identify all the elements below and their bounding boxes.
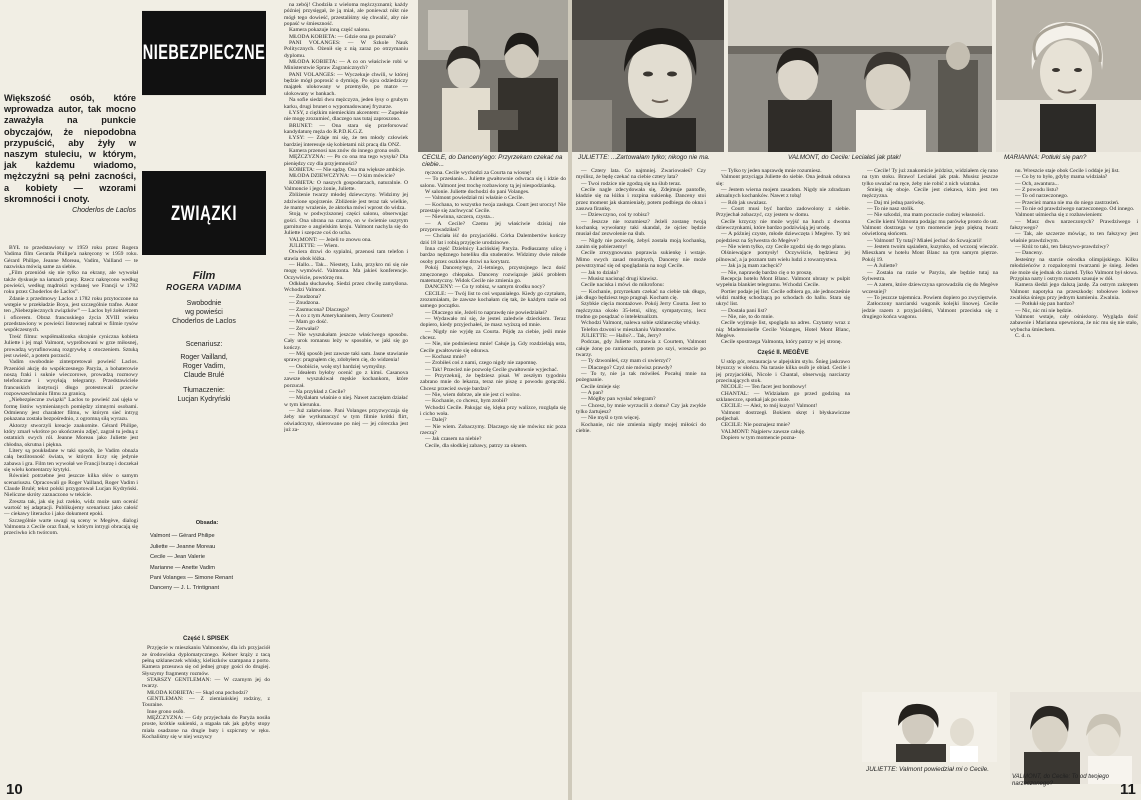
cast-row: Danceny — J. L. Trintignant — [150, 585, 220, 592]
cast-row: Valmont — Gérard Philipe — [150, 533, 215, 540]
caption-photo-1: CECILE, do Danceny'ego: Przyrzekam czekać na ciebie... — [422, 154, 563, 169]
page-number-right: 11 — [1120, 781, 1136, 798]
paragraph: — Nie wiem. Zobaczymy. Dlaczego się nie mówisz nic poza rzeczą? — [420, 423, 566, 437]
paragraph: — Znudzona? — [289, 293, 321, 300]
paragraph: MĘŻCZYZNA: — Po co ona ma tego wysyła? Dla pieniędzy czy dla przyjemności? — [284, 154, 408, 167]
paragraph: Olśniewające pomysły! Oczywiście, będziesz jej pilnować, a ja poznam tam wielu ludzi z towarzystwa. — [716, 250, 850, 263]
paragraph: — Przecież mama nie ma do niego zastrzeżeń. — [1015, 199, 1120, 206]
paragraph: — Przyrzeknij, że będziesz pisał. W zeszłym tygodniu zabrano mnie do lekarza, teraz nie piszę z powodu gorączki. Chcesz przecież swoje bardzo? — [420, 373, 566, 392]
paragraph: — A zatem, które dziewczyna sprowadziła cię do Megève wczesniej? — [862, 282, 998, 295]
paragraph: CECILE: — Twój list to coś wspaniałego. Kiedy go czytałam, zrozumiałam, że zawsze kochałam cię tak, że każdym razie od samego początku. — [420, 290, 566, 310]
paragraph: ręczona. Cecile wychodzi za Courta na wiosnę! — [425, 170, 532, 176]
article-column-1 — [4, 245, 138, 793]
credits-translation: Lucjan Kydryński — [177, 396, 231, 403]
paragraph: — Twoi rodzice nie zgodzą się na ślub teraz. — [581, 180, 682, 187]
paragraph: — Dlaczego? Czyż nie mówisz prawdy? — [581, 364, 673, 371]
paragraph: Vadim swobodnie zinterpretował powieść Laclos. Przeniósł akcję do współczesnego Paryża, a bohaterowie noszą fraki i suknie wieczorowe, prowadzą rozmowy telefoniczne i wysyłają telegramy. Przedstawiciele francuskich instytucji długo protestowali przeciw rozpowszechnianiu filmu za granicą. — [4, 359, 138, 397]
paragraph: — Nie, wiem dobrze, ale nie jest ci wolno. — [425, 392, 521, 399]
paragraph: Valmont przyciąga Juliette do siebie. Ona jednak odsuwa się: — [716, 174, 850, 187]
paragraph: — Kochana, to wszystko twoja zasługa. Court jest uroczy! Nie przestaje się zachwycać Cecile. — [420, 201, 566, 215]
article-column-9 — [1010, 168, 1138, 690]
photo-marianna — [996, 0, 1141, 152]
credits-line-2: wg powieści — [185, 309, 223, 316]
left-page — [0, 0, 568, 800]
paragraph: — To ty, nie ja tak mówiłeś. Pocałuj mnie na pożegnanie. — [576, 371, 706, 384]
title-line-1: NIEBEZPIECZNE — [142, 41, 266, 65]
paragraph: Również potrzebne jest jeszcze kilka słów o samym scenariuszu. Opracowali go Roger Vailland, Roger Vadim i Claude Brulé; tekst polski przygotował Lucjan Kydryński. Nieliczne skróty zaznaczono w tekście. — [4, 473, 138, 499]
paragraph: BRUNET: — Ona stara się przeforsować kandydaturę męża do R.P.D.K.G.Z. — [284, 122, 408, 135]
paragraph: — A później czyste, młode dziewczęta i Megève. Ty też pojedziesz na Sylwestra do Megève? — [716, 231, 850, 244]
cast-row: Marianne — Anette Vadim — [150, 564, 215, 571]
paragraph: — Mam go dość. — [289, 319, 328, 326]
intro-quote-author: Choderlos de Laclos — [72, 207, 136, 215]
paragraph: Cecile śmieje się: — [581, 383, 621, 390]
paragraph: Stoją w podwyższonej części salonu, obserwując gości. Ona ubrana na czarno, on w świetnie uszytym garniturze o angielskim kroju. Valmont nachyla się do Juliette i szepcze coś do ucha. — [284, 211, 408, 237]
paragraph: Aktorzy stworzyli kreacje znakomite. Gérard Philipe, który zmarł wkrótce po ukończeniu zdjęć, zagrał tu jedną z ostatnich swych ról. Jeanne Moreau jako Juliette jest chłodna, okrutna i piękna. — [4, 422, 138, 448]
title-box-bottom — [142, 171, 266, 255]
paragraph: C. d. n. — [1015, 332, 1032, 339]
article-column-8 — [862, 168, 998, 690]
paragraph: „Niebezpieczne związki” Laclos to powieść zaś ujęła w formę listów wymienianych pomiędzy zimnymi osobami. Odmienny jest charakter filmu, w którym sieć intryg pokazana została bezpośrednio, z ogromną siłą wyrazu. — [4, 397, 138, 423]
paragraph: Kamera pokazuje inną część salonu. — [289, 27, 371, 34]
paragraph: Portier podaje jej list. Cecile odbiera go, ale jednocześnie widzi maltkę schodzącą po schodach do hallu. Stara się ukryć list. — [716, 288, 850, 308]
paragraph: Cecile nagle zdecydowała się, Zdejmuje pantofle, kładzie się na łóżku i rozpina sukienkę. Danceny stoi przez moment jak skamieniały, potem podbiega do okna i zasuwa firankę. — [576, 187, 706, 213]
paragraph: MŁODA KOBIETA: — Gdzie ona go poznała? — [289, 33, 396, 40]
cast-heading: Obsada: — [195, 520, 219, 526]
credits-line-1: Swobodnie — [186, 300, 222, 307]
right-page — [572, 0, 1141, 800]
paragraph: — To jeszcze tajemnica. Powiem dopiero po zwycięstwie. — [867, 294, 998, 301]
paragraph: — Co by to było, gdyby mama widziała? — [1015, 174, 1108, 181]
paragraph: — Któż to taki, ten fałszywo-prawdziwy? — [1015, 244, 1109, 251]
intro-quote — [4, 93, 136, 216]
paragraph: — Nie myśl o tym więcej. — [581, 415, 641, 422]
paragraph: Pokój Danceny'ego, 21-letniego, przystojnego lecz dość zmęczonego chłopaka. Danceny rozwiązuje jakiś problem matematyczny. Widok Cecile nie zmienia go. — [420, 265, 566, 284]
paragraph: Kamera przenosi nas znów do innego grona osób. — [289, 147, 401, 154]
paragraph: — To od narzeczonego. — [1015, 193, 1069, 200]
paragraph: Cecile naciska i mówi do mikrofonu: — [581, 282, 665, 289]
paragraph: — Ideałem byłoby ocenić go z kimś. Casanova zawsze wyszukiwał męskie kochankom, które porzucał. — [284, 369, 408, 389]
cast-row: Juliette — Jeanne Moreau — [150, 543, 216, 550]
paragraph: NICOLE: — Ten facet jest bombowy! — [721, 384, 807, 391]
photo-juliette-2 — [862, 692, 997, 762]
paragraph: Zdanie z przedmowy Laclos z 1782 roku przytoczone na wstępie w przekładzie Boya, jest szczególnie trafne. Autor ten „Niebezpiecznych związków” — Laclos był żołnierzem i oficerem. Obraz francuskiego życia XVIII wieku przedstawiony w powieści listownej nabrał w filmie rysów współczesnych. — [4, 295, 138, 334]
paragraph: STARSZY GENTLEMAN: — W czarnym jej do twarzy. — [142, 677, 270, 690]
paragraph: KOBIETA: — Nie sądzę. Ona ma większe ambicje. — [289, 166, 406, 173]
paragraph: Valmont uśmiecha się z rozbawieniem: — [1015, 212, 1103, 219]
paragraph: — Dostała pani list? — [721, 307, 767, 314]
paragraph: — Osobiście, wolę styl bardziej wymyślny. — [289, 363, 387, 370]
paragraph: — Ty dzwoniłeś, czy mam ci uwierzyć? — [581, 358, 671, 365]
section-1-column — [142, 632, 270, 797]
caption-photo-6: VALMONT, do Cecile: To od twojego narzeczonego? — [1012, 774, 1109, 787]
paragraph: — Nie szkodzi, ma mam poczucie cudzej własności. — [867, 212, 985, 219]
paragraph: — Valmont! Ty tutaj? Miałeś jechać do Szwajcarii! — [867, 237, 982, 244]
paragraph: nu. Wreszcie staje obok Cecile i oddaje jej list. — [1015, 168, 1120, 174]
article-column-4 — [420, 170, 566, 795]
paragraph: Przyjęcie w mieszkaniu Valmontów, dla ich przyjaciół ze środowiska dyplomatycznego. Kelner krąży z tacą pełną szklaneczek whisky, kieliszków szampana z porto. Kamera przesuwa się od jednej grupy gości do drugiej. Słyszymy fragmenty rozmów. — [142, 645, 270, 677]
paragraph: — Wydawało mi się, że jesteś zaledwie dzieckiem. Teraz dopiero, kiedy przyjechałeś, że masz wyższą od mnie. — [420, 315, 566, 329]
credits-film: Film — [192, 270, 216, 282]
credits-script-heading: Scenariusz: — [185, 341, 223, 348]
paragraph: — Znudzona. — [289, 300, 320, 307]
paragraph: MĘŻCZYZNA: — Gdy przyjechała do Paryża nosiła proste, krótkie sukienki, a stąpała tak jak gdyby stopy miała osadzone na drugie buty i szpicruty w ręku. Kochaliśmy się w niej wszyscy — [142, 715, 270, 741]
paragraph: CECILE: — Ależ, to mój kuzyn! Valmont! — [721, 403, 818, 410]
paragraph: GENTLEMAN: — Z ziemiańskiej rodziny, z Touraine. — [142, 696, 270, 709]
caption-photo-4: MARIANNA: Potłuki się pan? — [1004, 154, 1087, 161]
paragraph: — Chciała iść do przyjaciółki. Córka Dalembertów kończy dziś 18 lat i robią przyjęcie urodzinowe. — [420, 233, 566, 246]
caption-photo-5: JULIETTE: Valmont powiedział mi o Cecile. — [866, 766, 990, 773]
paragraph: Valmont dostrzegł. Bokiem skręt i błyskawiczne podjechał. — [716, 409, 850, 423]
paragraph: Cecile krzyczy nie może wyjść na lunch z dwoma dziewczynkami, które bardzo podziwiają jej urodę. — [716, 218, 850, 232]
paragraph: — Musisz nacisnąć drugi klawisz. — [581, 275, 658, 282]
title-box-top — [142, 11, 266, 95]
paragraph: — Zrobiłeś coś z nami, czego nigdy nie zapomnę. — [425, 360, 538, 367]
paragraph: Śmieją się oboje. Cecile jest ciekawa, kim jest ten mężczyzna. — [862, 187, 998, 200]
paragraph: — Masz dwu narzeczonych? Prawdziwego i fałszywego? — [1010, 218, 1138, 232]
paragraph: — Nie wyszukałam jeszcze właściwego sposobu. Cały urok romansu leży w sposobie, w jaki się go kończy. — [284, 331, 408, 351]
paragraph: — A Juliette? — [867, 263, 898, 270]
section-heading: Część I. SPISEK — [182, 636, 230, 642]
paragraph: CECILE: Nie poznajesz mnie? — [721, 422, 791, 429]
paragraph: — Została na razie w Paryżu, ale będzie tutaj na Sylwestra. — [862, 269, 998, 282]
paragraph: — Rób jak uważasz. — [721, 199, 768, 206]
cast-list — [150, 518, 264, 594]
paragraph: „Film przeniósł się nie tylko na ekrany, ale wywołał także dyskusje na łamach prasy. Rzecz nakręcono według powieści, według mądrości wydanej we Francji w 1782 roku przez Choderlos de Laclos”. — [4, 270, 138, 296]
paragraph: — Potłukł się pan bardzo? — [1015, 301, 1075, 308]
paragraph: — Na przykład z Cecile? — [289, 388, 346, 395]
paragraph: VALMONT: Najpierw zawsze całuję. — [721, 428, 806, 435]
article-column-3 — [284, 2, 408, 795]
paragraph: — Mógłby pan wysłać telegram? — [581, 396, 656, 403]
paragraph: Kochanie, nic nie zmienia nigdy mojej miłości do ciebie. — [576, 421, 706, 435]
photo-valmont-cecile-2 — [1010, 692, 1141, 784]
paragraph: na zebój! Chodziła z wieloma mężczyznami; każdy później przysięgał, że ją miał, ale ponieważ nikt nie mógł tego dowieść, przestaliśmy się chwalić, aby nie popaść w śmieszność. — [284, 2, 408, 28]
paragraph: Otwiera drzwi do sypialni, przenosi tam telefon i stawia obok łóżka. — [284, 249, 408, 262]
paragraph: Odkłada słuchawkę. Siedzi przez chwilę zamyślona. Wchodzi Valmont. — [284, 281, 408, 294]
paragraph: Cecile zrezygnowana poprawia sukienkę i wstaje. Mimo swych zasad moralnych, Danceny nie może powstrzymać się od spoglądania na nogi Cecile. — [576, 250, 706, 270]
paragraph: — Jeszcze nie rozumiesz? Jeżeli zostanę twoją kochanką wywołamy taki skandal, że ojciec będzie musiał dać zezwolenie na ślub. — [576, 218, 706, 238]
paragraph: Cecile kiemi Valmonta podając mu parówkę prosto do ust. Valmont dostrzega w tym momencie jego piękną twarz oświetloną słońcem. — [862, 218, 998, 238]
credits-translation-heading: Tłumaczenie: — [183, 387, 225, 394]
paragraph: CHANTAL: — Widziałam go przed godziną na szklaneczce, spotkał jak po stole. — [716, 390, 850, 404]
paragraph: Dopiero w tym momencie pozna- — [721, 435, 797, 442]
paragraph: — Tak! Przecież nie pozwolę Cecile gwałtownie wyjechać. — [425, 366, 559, 373]
paragraph: — Jak czasem na niebie? — [425, 436, 482, 443]
paragraph: — Kochanie, co chcesz, bym zrobił? — [425, 398, 508, 405]
paragraph: — Nigdy nie wyjdę za Courta. Pójdę za ciebie, jeśli mnie chcesz. — [420, 328, 566, 341]
paragraph: VALMONT: — Jeżeli to znowu ona. — [289, 236, 372, 243]
paragraph: Szczególnie warte uwagi są sceny w Megève, dialogi Valmonta z Cecile oraz finał, w którym intrygi obracają się przeciwko ich twórcom. — [4, 517, 138, 537]
paragraph: — Daj mi jedną parówkę. — [867, 199, 925, 206]
paragraph: — Nie, nie, to do mnie. — [721, 313, 774, 320]
paragraph: MŁODA KOBIETA: — Skąd ona pochodzi? — [147, 689, 248, 696]
paragraph: — Court musi być bardzo zadowolony z siebie. Przyjechał zobaczyć, czy jestem w domu. — [716, 206, 850, 219]
paragraph: — Danceny. — [1015, 250, 1043, 257]
paragraph: JULIETTE: — Wiem. — [289, 243, 339, 250]
paragraph: — Mój sposób jest zawsze taki sam. Jasne stawianie sprawy: pragnąłem cię, zdobyłem cię, do widzenia! — [284, 350, 408, 364]
paragraph: — Zasmucona? Dlaczego? — [289, 306, 350, 313]
paragraph: — Dziewczyno, coś ty robisz? — [581, 212, 650, 219]
paragraph: Zreszta tak, jak się już rzekło, widz może sam ocenić wartość tej adaptacji. Publikujemy scenariusz jako całość — ciekawy literacko i jako dokument epoki. — [4, 498, 138, 518]
paragraph: Cecile spostrzega Valmonta, który patrzy w jej stronę. — [721, 339, 842, 346]
paragraph: Jesteśmy na starcie ośrodka olimpijskiego. Kilku młodzieńców z rozpalonymi twarzami je śnieg. Jeden nie może się jednak do ziarnd. Tylko Valmont był słowa. Przypina narty i ostrym ruszem szusuje w dół. — [1010, 256, 1138, 282]
paragraph: — Jestem wierna mojem zasadom. Nigdy nie zdradzam aktualnych kochanków. Nawet z tobą! — [716, 187, 850, 200]
credits-script-1: Roger Vailland, — [180, 354, 228, 361]
paragraph: U stóp gór, restauracja w alpejskim stylu. Śnieg jaskrawo błyszczy w słońcu. Na tarasie kilka osób je obiad. Cecile i jej przyjaciółki, Nicole i Chantal, obserwują narciarzy przecinających stok. — [716, 358, 850, 384]
photo-juliette — [572, 0, 724, 152]
paragraph: — Zerwałaś? — [289, 325, 319, 332]
paragraph: KOBIETA: O naszych gospodarzach, naturalnie. O Valmoncie i jego żonie, Juliette. — [284, 179, 408, 192]
paragraph: Cecile wyjmuje list, spogląda na adres. Czytamy wraz z nią: Mademoiselle Cecile Volanges, Hotel Mont Blanc, Megève. — [716, 320, 850, 339]
caption-photo-2: JULIETTE: ...Zartowałam tylko; nikogo nie ma. — [578, 154, 710, 161]
paragraph: — Już załatwione. Pani Volanges przyzwyczaja się żeby nie wytłumaczyć w tym filmie krótki flirt, oświadczyny, skierowane po niej — jej córeczka jest już za- — [284, 408, 408, 434]
paragraph: — Dlaczego nie, Jeżeli to naprawdę nie powiedziałaś? — [425, 309, 548, 316]
paragraph: — Nie, naprawdę bardzo cię o to proszę. — [721, 269, 813, 276]
paragraph: PANI VOLANGES: — W Szkole Nauk Politycznych. Ożenił się z nią zaraz po otrzymaniu dyplomu. — [284, 40, 408, 59]
paragraph: ŁYSY: — Zdaje mi się, że ten młody człowiek bardziej interesuje się kobietami niż pracą dla ONZ. — [284, 135, 408, 148]
page-number-left: 10 — [6, 781, 23, 798]
paragraph: Litery są poukładane w taki sposób, że Vadim obnaża całą bezlitosność świata, w którym liczy się jedynie zabawa i gra. Film ten wywołał we Francji burzę i doczekał się wielu komentarzy krytyki. — [4, 448, 138, 474]
credits-script-2: Roger Vadim, — [182, 363, 226, 370]
photo-cecile-danceny — [418, 0, 568, 152]
paragraph: Inne grono osób. — [147, 708, 185, 715]
paragraph: — To nie od prawdziwego narzeczonego. Od innego. — [1015, 206, 1135, 213]
paragraph: Szybkie cięcia montażowe. Pokój Jerry Courta. Jest to mężczyzna około 35-letni, silny, sympatyczny, lecz trudno go posądzać o intelektualizm. — [576, 301, 706, 320]
paragraph: Wchodzi Valmont, nalewa sobie szklaneczkę whisky. — [581, 320, 701, 327]
paragraph: Zatłoczony narciarski wagonik kolejki linowej. Cecile jedzie razem z przyjaciółmi, Valmont przeciska się z drugiego końca wagonu. — [862, 301, 998, 320]
film-credits — [144, 270, 264, 404]
paragraph: Inna część Dzielnicy Łacińskiej Paryża. Podłaszamy ulicę i bardzo nędznego hoteliku dla studentów. Widzimy dwie młode osoby przez oszklone drzwi na korytarz. — [420, 246, 566, 265]
paragraph: Wchodzi Cecile. Pakując się, klęka przy walizce, rozgląda się i cicho woła. — [420, 404, 566, 418]
paragraph: — A Cecile? Czemu jej właściwie dzisiaj nie przyprowadziłaś? — [420, 220, 566, 234]
paragraph: — Z powodu listu? — [1015, 187, 1059, 194]
title-line-2: ZWIĄZKI — [171, 201, 237, 225]
paragraph: — Niewinna, szczera, czysta... — [425, 214, 494, 221]
article-column-7 — [716, 168, 850, 795]
paragraph: — Nie wiem tylko, czy Cecile zgodzi się do tego planu. — [721, 244, 847, 251]
paragraph: — Myślałam właśnie o niej. Nawet zaczęłam działać w tym kierunku. — [284, 395, 408, 408]
paragraph: Zbliżenie twarzy młodej dziewczyny. Widzimy jej zdziwione spojrzenie. Zbliżenie jest teraz tak wielkie, że mamy wrażenie, że aktorka mówi wprost do widza. — [284, 192, 408, 211]
paragraph: MŁODA DZIEWCZYNA: — O kim mówicie? — [289, 173, 396, 180]
credits-line-3: Choderlos de Laclos — [172, 318, 236, 325]
paragraph: — Tak, ale szczerze mówiąc, to ten fałszywy jest właśnie prawdziwym. — [1010, 231, 1138, 244]
paragraph: — Valmont powiedział mi właśnie o Cecile. — [425, 195, 524, 202]
paragraph: PANI VOLANGES: — Wyczekuje chwili, w której będzie mógł poprosić o dymisję. Po ojcu odziedziczy majątek ulokowany w przemyśle, po matce — ulokowany w bankach. — [284, 71, 408, 97]
paragraph: Podczas, gdy Juliette rozmawia z Courtem, Valmont całuje żonę po ramionach, potem po szyi, wreszcie po twarzy. — [576, 339, 706, 358]
paragraph: Kamera śledzi jego dalszą jazdę. Za ostrym zakrętem Valmont napotyka na przeszkodę: tobołowe lodowe zwaliska śniegu przy jednym kamieniu. Zwalnia. — [1010, 282, 1138, 301]
paragraph: — Kochanie, przyrzekam czekać na ciebie tak długo, jak długo będziesz tego pragnął. Kocham cię. — [576, 288, 706, 301]
credits-director: ROGERA VADIMA — [166, 282, 242, 292]
paragraph: JULIETTE: — Hallo?... Tak, Jerry? — [581, 332, 662, 339]
paragraph: — Nigdy nie pozwolę, żebyś została moją kochanką, zanim się pobierzemy! — [576, 237, 706, 251]
photo-valmont-cecile — [728, 0, 992, 152]
credits-script-3: Claude Brulé — [183, 372, 225, 379]
paragraph: W salonie. Juliette dochodzi do pani Volanges. — [425, 189, 530, 196]
paragraph: — Nie, nie podniesiesz mnie! Całuje ją. Gdy rozdzielają usta, Cecile gwałtownie się odsuwa. — [420, 341, 566, 354]
paragraph: — Cecile! Ty już znakomicie jeździsz, widziałem cię rano na tym stoku. Brawo! Leciałaś jak ptak. Musisz jeszcze tylko uważać na ręce, żeby nie robić z nich wiatraka. — [862, 168, 998, 187]
cast-row: Pani Volanges — Simone Renant — [150, 575, 234, 582]
section-heading: Część II. MEGÈVE — [757, 349, 809, 356]
paragraph: — Tylko ty jeden naprawdę mnie rozumiesz. — [721, 168, 822, 174]
paragraph: DANCENY: — Co ty robisz, w samym środku nocy? — [425, 284, 545, 291]
intro-quote-text: Większość osób, które wprowadza autor, tak mocno zaważyła na punkcie obyczajów, że niepodobna przypuścić, aby żyły w naszym stuleciu, w którym, jak każdemu wiadomo, mężczyźni są pełni zacności, a kobiety — wzorami skromności i cnoty. — [4, 93, 136, 204]
paragraph: — To nie nasz stolik. — [867, 206, 915, 213]
paragraph: Cecile, dla słodkiej zabawy, patrzy za oknem. — [425, 442, 528, 449]
paragraph: Treść filmu: współmałżonka skrajnie cyniczna kobieta Juliette i jej mąż Valmont, wypróbowani w grze miłosnej, prowadzą wyrafinowaną rozgrywkę z otoczeniem. Sztuką jest uwieść, a potem porzucić. — [4, 333, 138, 359]
paragraph: — Och, awantura... — [1015, 180, 1059, 187]
paragraph: — Kochasz mnie? — [425, 353, 467, 360]
paragraph: Na sofie siedzi dwu mężczyzn, jeden łysy o grubym karku, drugi brunet o wypomadowanej fryzurze. — [284, 97, 408, 110]
paragraph: — Nic, nic mi nie będzie. — [1015, 307, 1073, 314]
paragraph: Valmont wstaje, cały ośnieżony. Wygląda dość zabawnie i Marianna upewniona, że nic mu się nie stało, wybucha śmiechem. — [1010, 313, 1138, 333]
paragraph: — A pan? — [581, 390, 604, 397]
paragraph: Telefon dzwoni w mieszkaniu Valmontów. — [581, 326, 677, 333]
paragraph: — Jak to działa? — [581, 269, 619, 276]
paragraph: ŁYSY, z ciężkim niemieckim akcentem: — Zupełnie nie mogę zrozumieć, dlaczego nas tutaj zaproszono. — [284, 109, 408, 123]
paragraph: Recepcja hotelu Mont Blanc. Valmont ubrany w pulpit wypełnia blankiet telegramu. Wchodzi Cecile. — [716, 275, 850, 289]
paragraph: — Chcesz, by mnie wyrzucili z domu? Czy jak zwykle tylko żartujesz? — [576, 402, 706, 416]
cast-row: Cecile — Jean Valerie — [150, 554, 205, 561]
paragraph: — Dalej? — [425, 417, 447, 424]
paragraph: MŁODA KOBIETA: — A co on właściwie robi w Ministerstwie Spraw Zagranicznych? — [284, 59, 408, 72]
caption-photo-3: VALMONT, do Cecile: Leciałaś jak ptak! — [788, 154, 901, 161]
paragraph: — Jestem twoim sąsiadem, kuzynko, od wczoraj wieczór. Mieszkam w hotelu Mont Blanc na tym samym piętrze. Pokój 19. — [862, 244, 998, 263]
paragraph: — Cztery lata. Co najmniej. Zwariowałeś? Czy myślisz, że będę czekać na ciebie cztery lata? — [576, 168, 706, 181]
paragraph: — A co z tym Amerykaninem, Jerry Courtem? — [289, 312, 394, 319]
paragraph: — Jak ja ją mam zachęcić? — [721, 263, 783, 270]
paragraph: — Hallo... Tak... Niestety, Lulu, przykro mi się nie mogę wymówić. Valmonta. Ma jakieś konferencje. Oczywiście, powtórzę mu. — [284, 262, 408, 281]
paragraph: BYŁ to przedstawiony w 1959 roku przez Rogera Vadima film Gerarda Philipe'a nakręcony w 1959 roku. Gérard Philipe, Jeanne Moreau, Vadim, Vailland — te nazwiska mówią same za siebie. — [4, 245, 138, 271]
paragraph: — To przesłanie... Juliette gwałtownie odwraca się i idzie do salonu. Valmont jest trochę rozbawiony tą jej niespodzianką. — [420, 176, 566, 189]
article-column-6 — [576, 168, 706, 795]
